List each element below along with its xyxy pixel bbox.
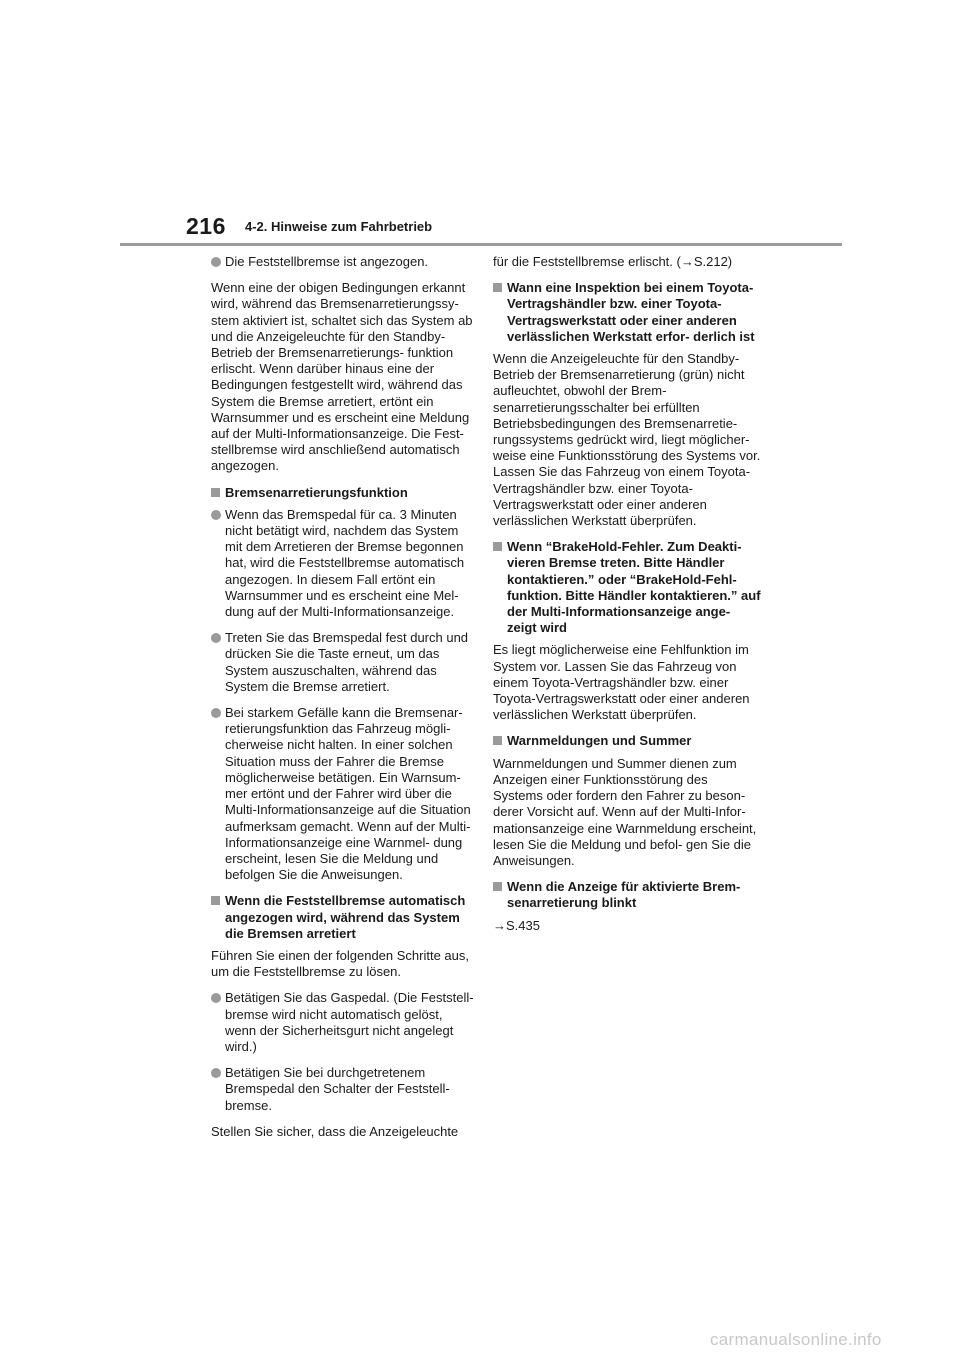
watermark-logo: carmanualsonline.info <box>710 1330 882 1349</box>
paragraph: Es liegt möglicherweise eine Fehlfunktion im System vor. Lassen Sie das Fahrzeug von einem Toyota-Vertragshändler bzw. einer Toyota-Vertragswerkstatt oder einer anderen verlässlichen Werkstatt überprüfen. <box>493 642 750 723</box>
subheading <box>211 893 475 942</box>
paragraph: Warnmeldungen und Summer dienen zum Anzeigen einer Funktionsstörung des Systems oder fordern den Fahrer zu beson- derer Vorsicht auf. Wenn auf der Multi-Infor- mationsanzeige eine Warnmeldung erscheint, lesen Sie die Meldung und befol- gen Sie die Anweisungen. <box>493 755 757 868</box>
header-rule <box>120 243 842 246</box>
square-marker-icon <box>211 896 220 905</box>
bullet-text: Bei starkem Gefälle kann die Bremsenar- retierungsfunktion das Fahrzeug mögli- cherweise nicht halten. In einer solchen Situation muss der Fahrer die Bremse möglicherweise betätigen. Ein Warnsum- mer ertönt und der Fahrer wird über die Multi-Informationsanzeige auf die Situation aufmerksam gemacht. Wenn auf der Multi-Informationsanzeige eine Warnmel- dung erscheint, lesen Sie die Meldung und befolgen Sie die Anweisungen. <box>225 705 471 883</box>
bullet-dot-icon <box>211 510 221 520</box>
subheading-text: Warnmeldungen und Summer <box>507 733 692 749</box>
subheading <box>493 280 761 345</box>
paragraph: Wenn die Anzeigeleuchte für den Standby-Betrieb der Bremsenarretierung (grün) nicht aufleuchtet, obwohl der Brem- senarretierungsschalter bei erfüllten Betriebsbedingungen des Bremsenarretie- rungssystems gedrückt wird, liegt möglicher- weise eine Funktionsstörung des Systems vor. Lassen Sie das Fahrzeug von einem Toyota-Vertragshändler bzw. einer Toyota-Vertragswerkstatt oder einer anderen verlässlichen Werkstatt überprüfen. <box>493 351 761 529</box>
subheading <box>493 539 761 636</box>
square-marker-icon <box>493 283 502 292</box>
bullet-dot-icon <box>211 993 221 1003</box>
square-marker-icon <box>493 736 502 745</box>
section-title: 4-2. Hinweise zum Fahrbetrieb <box>245 219 433 234</box>
subheading-text: Wenn die Feststellbremse automatisch angezogen wird, während das System die Bremsen arretiert <box>225 893 466 941</box>
square-marker-icon <box>493 882 502 891</box>
subheading <box>493 733 761 749</box>
bullet-item <box>211 990 475 1055</box>
bullet-item <box>211 1065 475 1114</box>
bullet-dot-icon <box>211 708 221 718</box>
bullet-item <box>211 705 475 883</box>
bullet-dot-icon <box>211 257 221 267</box>
square-marker-icon <box>493 542 502 551</box>
subheading <box>493 879 761 911</box>
subheading-text: Wann eine Inspektion bei einem Toyota-Vertragshändler bzw. einer Toyota-Vertragswerkstatt oder einer anderen verlässlichen Werkstatt erfor- derlich ist <box>507 280 755 344</box>
right-column <box>493 254 761 944</box>
paragraph: Wenn eine der obigen Bedingungen erkannt wird, während das Bremsenarretierungssy- stem aktiviert ist, schaltet sich das System ab und die Anzeigeleuchte für den Standby-Betrieb der Bremsenarretierungs- funktion erlischt. Wenn darüber hinaus eine der Bedingungen festgestellt wird, während das System die Bremse arretiert, ertönt ein Warnsummer und es erscheint eine Meldung auf der Multi-Informationsanzeige. Die Fest- stellbremse wird anschließend automatisch angezogen. <box>211 280 473 474</box>
bullet-item <box>211 254 475 270</box>
bullet-text: Wenn das Bremspedal für ca. 3 Minuten nicht betätigt wird, nachdem das System mit dem Arretieren der Bremse begonnen hat, wird die Feststellbremse automatisch angezogen. In diesem Fall ertönt ein Warnsummer und es erscheint eine Mel- dung auf der Multi-Informationsanzeige. <box>225 506 465 620</box>
bullet-text: Betätigen Sie bei durchgetretenem Bremspedal den Schalter der Feststell- bremse. <box>225 1065 450 1113</box>
cross-reference[interactable]: →S.435 <box>493 917 540 933</box>
subheading-text: Wenn “BrakeHold-Fehler. Zum Deakti- vieren Bremse treten. Bitte Händler kontaktieren.” oder “BrakeHold-Fehl- funktion. Bitte Händler kontaktieren.” auf der Multi-Informationsanzeige ange- zeigt wird <box>507 539 761 636</box>
left-column <box>211 254 475 1150</box>
subheading-text: Bremsenarretierungsfunktion <box>225 484 408 500</box>
paragraph: für die Feststellbremse erlischt. (→S.212) <box>493 254 733 269</box>
paragraph: Stellen Sie sicher, dass die Anzeigeleuchte <box>211 1123 459 1139</box>
subheading-text: Wenn die Anzeige für aktivierte Brem- senarretierung blinkt <box>507 879 741 911</box>
bullet-text: Die Feststellbremse ist angezogen. <box>225 254 429 269</box>
subheading <box>211 485 475 501</box>
bullet-item <box>211 630 475 695</box>
bullet-dot-icon <box>211 1068 221 1078</box>
paragraph: Führen Sie einen der folgenden Schritte aus, um die Feststellbremse zu lösen. <box>211 947 470 980</box>
bullet-text: Betätigen Sie das Gaspedal. (Die Feststell- bremse wird nicht automatisch gelöst, wenn der Sicherheitsgurt nicht angelegt wird.) <box>225 990 474 1054</box>
bullet-text: Treten Sie das Bremspedal fest durch und drücken Sie die Taste erneut, um das System auszuschalten, während das System die Bremse arretiert. <box>225 630 469 694</box>
bullet-dot-icon <box>211 633 221 643</box>
page-number: 216 <box>186 213 226 239</box>
bullet-item <box>211 507 475 620</box>
square-marker-icon <box>211 488 220 497</box>
